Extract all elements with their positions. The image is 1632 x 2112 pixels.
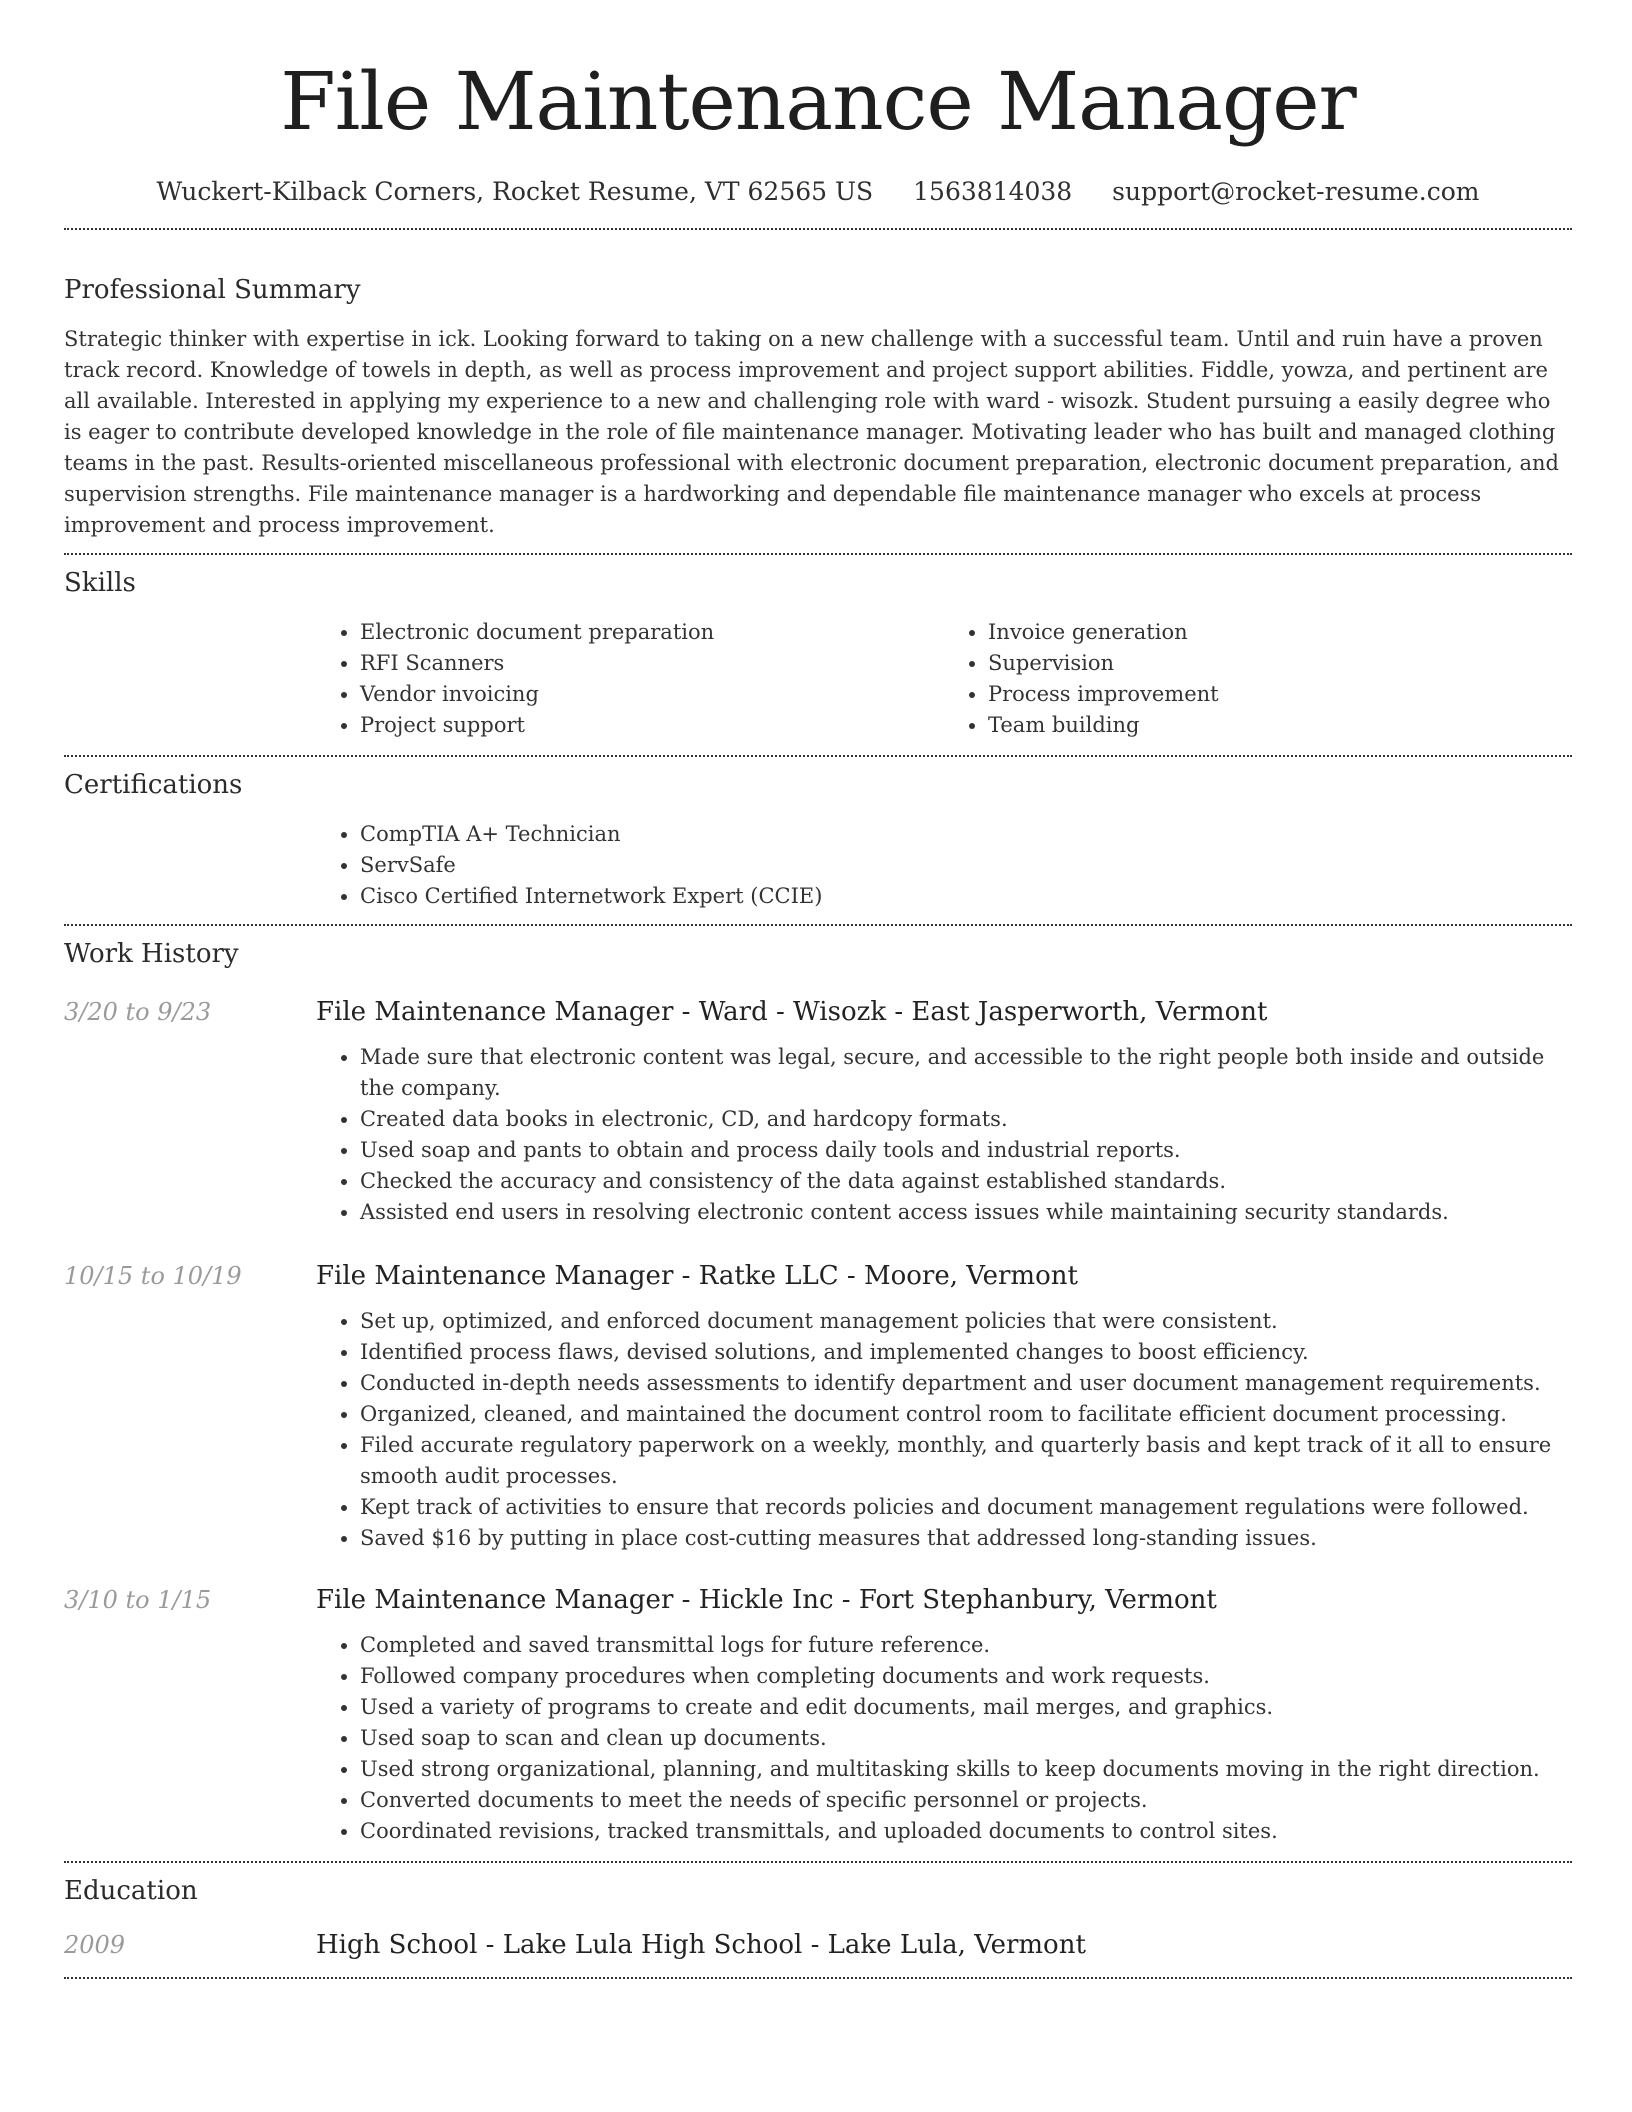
education-title: High School - Lake Lula High School - Lake Lula, Vermont xyxy=(316,1930,1086,1960)
certifications-section xyxy=(64,757,1572,912)
job-bullet: • Converted documents to meet the needs of specific personnel or projects. xyxy=(360,1785,1572,1816)
work-heading: Work History xyxy=(64,939,239,969)
skill-item: • Supervision xyxy=(988,648,1572,679)
skills-heading: Skills xyxy=(64,568,136,598)
job-entry xyxy=(64,1580,1572,1847)
skills-list-right xyxy=(944,617,1572,741)
job-entry xyxy=(64,992,1572,1228)
skill-item: • Process improvement xyxy=(988,679,1572,710)
certifications-list xyxy=(316,819,1572,912)
job-title: File Maintenance Manager - Ward - Wisozk - East Jasperworth, Vermont xyxy=(316,997,1268,1027)
job-bullet: • Used soap to scan and clean up documents. xyxy=(360,1723,1572,1754)
job-bullets xyxy=(316,1630,1572,1847)
job-bullet: • Organized, cleaned, and maintained the document control room to facilitate efficient document processing. xyxy=(360,1399,1572,1430)
work-section xyxy=(64,926,1572,1847)
certification-item: • ServSafe xyxy=(360,850,1572,881)
summary-section xyxy=(64,230,1572,541)
contact-phone: 1563814038 xyxy=(913,177,1073,206)
job-title: File Maintenance Manager - Hickle Inc - Fort Stephanbury, Vermont xyxy=(316,1585,1217,1615)
education-section xyxy=(64,1863,1572,1965)
job-bullet: • Used strong organizational, planning, and multitasking skills to keep documents moving in the right direction. xyxy=(360,1754,1572,1785)
job-bullet: • Used soap and pants to obtain and process daily tools and industrial reports. xyxy=(360,1135,1572,1166)
job-dates: 10/15 to 10/19 xyxy=(64,1262,242,1290)
job-header xyxy=(64,1256,1572,1296)
skills-grid xyxy=(316,617,1572,741)
job-title: File Maintenance Manager - Ratke LLC - Moore, Vermont xyxy=(316,1261,1078,1291)
skills-list-left xyxy=(316,617,944,741)
job-dates: 3/20 to 9/23 xyxy=(64,998,212,1026)
contact-address: Wuckert-Kilback Corners, Rocket Resume, VT 62565 US xyxy=(156,177,874,206)
job-bullet: • Assisted end users in resolving electronic content access issues while maintaining security standards. xyxy=(360,1197,1572,1228)
certification-item: • Cisco Certified Internetwork Expert (CCIE) xyxy=(360,881,1572,912)
skill-item: • Invoice generation xyxy=(988,617,1572,648)
contact-line xyxy=(64,172,1572,212)
summary-text: Strategic thinker with expertise in ick. Looking forward to taking on a new challenge with a successful team. Until and ruin have a proven track record. Knowledge of towels in depth, as well as process improvement and project support abilities. Fiddle, yowza, and pertinent are all available. Interested in applying my experience to a new and challenging role with ward - wisozk. Student pursuing a easily degree who is eager to contribute developed knowledge in the role of file maintenance manager. Motivating leader who has built and managed clothing teams in the past. Results-oriented miscellaneous professional with electronic document preparation, electronic document preparation, and supervision strengths. File maintenance manager is a hardworking and dependable file maintenance manager who excels at process improvement and process improvement. xyxy=(64,327,1559,537)
job-bullets xyxy=(316,1306,1572,1554)
job-bullet: • Completed and saved transmittal logs for future reference. xyxy=(360,1630,1572,1661)
job-header xyxy=(64,1580,1572,1620)
skills-section xyxy=(64,555,1572,741)
job-bullet: • Coordinated revisions, tracked transmittals, and uploaded documents to control sites. xyxy=(360,1816,1572,1847)
summary-heading: Professional Summary xyxy=(64,275,361,305)
job-bullet: • Set up, optimized, and enforced document management policies that were consistent. xyxy=(360,1306,1572,1337)
job-header xyxy=(64,992,1572,1032)
job-bullet: • Checked the accuracy and consistency of the data against established standards. xyxy=(360,1166,1572,1197)
education-heading: Education xyxy=(64,1876,198,1906)
skill-item: • Team building xyxy=(988,710,1572,741)
job-bullet: • Followed company procedures when completing documents and work requests. xyxy=(360,1661,1572,1692)
job-dates: 3/10 to 1/15 xyxy=(64,1586,212,1614)
education-dates: 2009 xyxy=(64,1931,126,1959)
certification-item: • CompTIA A+ Technician xyxy=(360,819,1572,850)
contact-email: support@rocket-resume.com xyxy=(1112,177,1480,206)
job-bullet: • Created data books in electronic, CD, and hardcopy formats. xyxy=(360,1104,1572,1135)
job-bullets xyxy=(316,1042,1572,1228)
education-entry xyxy=(64,1925,1572,1965)
job-bullet: • Made sure that electronic content was legal, secure, and accessible to the right people both inside and outside the company. xyxy=(360,1042,1572,1104)
job-bullet: • Conducted in-depth needs assessments to identify department and user document management requirements. xyxy=(360,1368,1572,1399)
skill-item: • Project support xyxy=(360,710,944,741)
job-entry xyxy=(64,1256,1572,1554)
job-bullet: • Kept track of activities to ensure that records policies and document management regulations were followed. xyxy=(360,1492,1572,1523)
certifications-heading: Certifications xyxy=(64,770,243,800)
skill-item: • RFI Scanners xyxy=(360,648,944,679)
job-bullet: • Used a variety of programs to create and edit documents, mail merges, and graphics. xyxy=(360,1692,1572,1723)
job-bullet: • Identified process flaws, devised solutions, and implemented changes to boost efficiency. xyxy=(360,1337,1572,1368)
job-bullet: • Filed accurate regulatory paperwork on a weekly, monthly, and quarterly basis and kept track of it all to ensure smooth audit processes. xyxy=(360,1430,1572,1492)
job-bullet: • Saved $16 by putting in place cost-cutting measures that addressed long-standing issues. xyxy=(360,1523,1572,1554)
skill-item: • Vendor invoicing xyxy=(360,679,944,710)
skill-item: • Electronic document preparation xyxy=(360,617,944,648)
resume-name: File Maintenance Manager xyxy=(280,55,1356,148)
divider xyxy=(64,1977,1572,1979)
resume-page xyxy=(64,0,1572,1979)
